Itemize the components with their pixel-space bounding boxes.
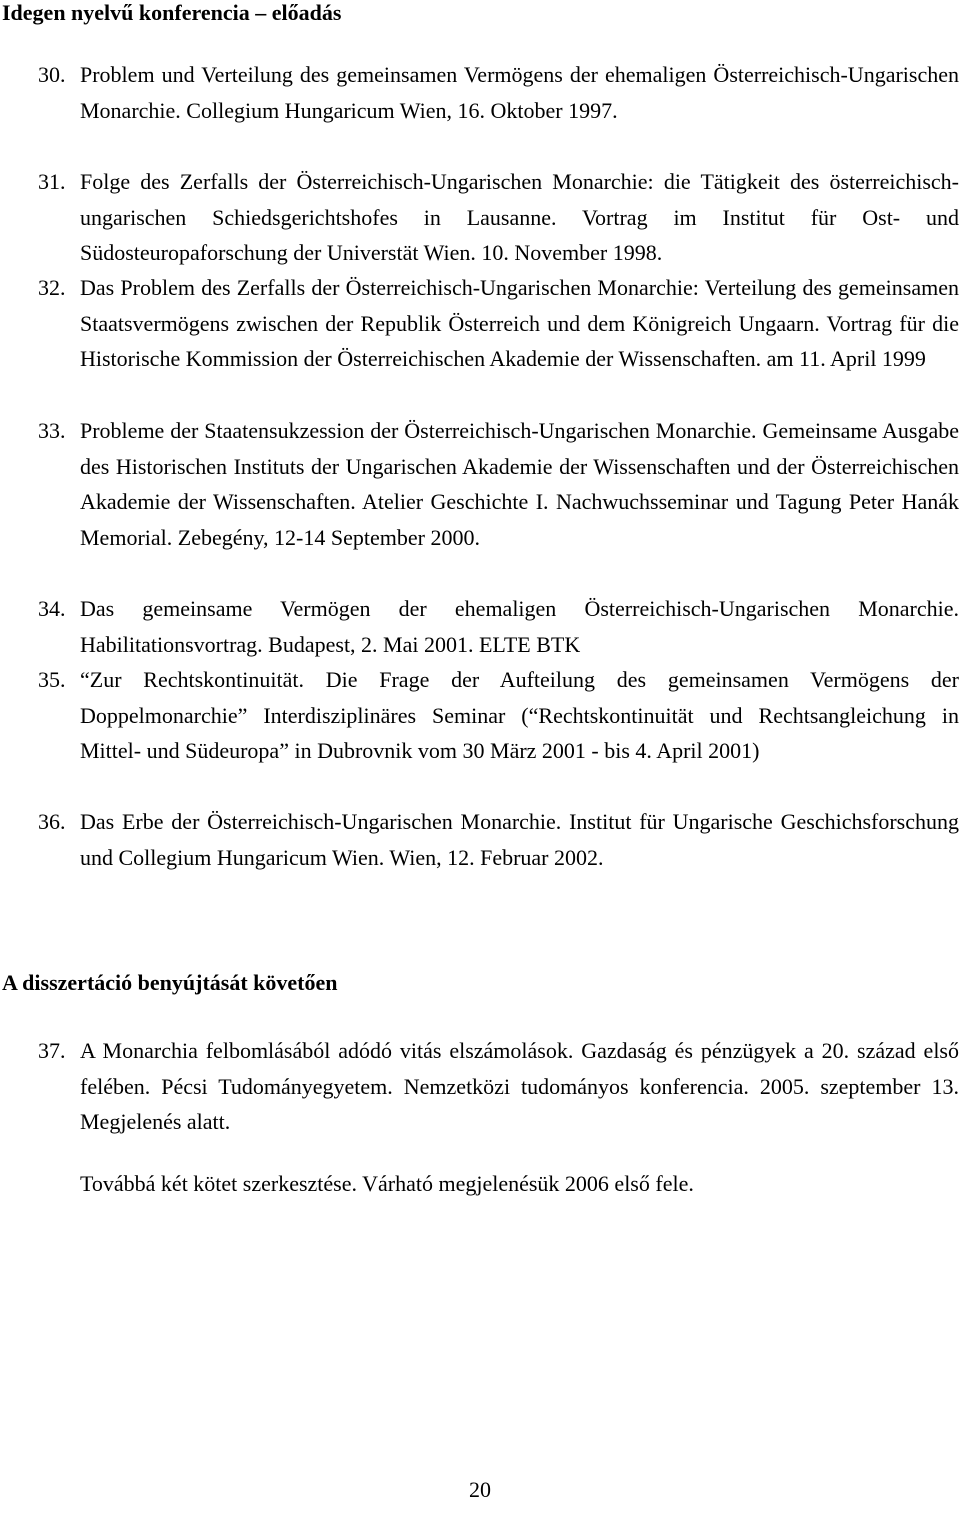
list-item (38, 662, 959, 769)
section-heading-foreign-conferences: Idegen nyelvű konferencia – előadás (2, 0, 342, 25)
item-number: 32. (38, 275, 66, 300)
closing-note: Továbbá két kötet szerkesztése. Várható megjelenésük 2006 első fele. (80, 1171, 694, 1196)
item-number: 37. (38, 1038, 66, 1063)
item-number: 36. (38, 809, 66, 834)
item-text: Das Problem des Zerfalls der Österreichisch-Ungarischen Monarchie: Verteilung des gemeinsamen Staatsvermögens zwischen der Republik Österreich und dem Königreich Ungaarn. Vortrag für die Historische Kommission der Österreichischen Akademie der Wissenschaften. am 11. April 1999 (80, 275, 959, 371)
list-item (38, 413, 959, 555)
item-text: A Monarchia felbomlásából adódó vitás elszámolások. Gazdaság és pénzügyek a 20. század első felében. Pécsi Tudományegyetem. Nemzetközi tudományos konferencia. 2005. szeptember 13. Megjelenés alatt. (80, 1038, 959, 1134)
item-text: Probleme der Staatensukzession der Österreichisch-Ungarischen Monarchie. Gemeinsame Ausgabe des Historischen Instituts der Ungarischen Akademie der Wissenschaften und der Österreichischen Akademie der Wissenschaften. Atelier Geschichte I. Nachwuchsseminar und Tagung Peter Hanák Memorial. Zebegény, 12-14 September 2000. (80, 418, 959, 550)
item-number: 30. (38, 62, 66, 87)
item-number: 33. (38, 418, 66, 443)
list-item (38, 804, 959, 875)
item-text: Folge des Zerfalls der Österreichisch-Ungarischen Monarchie: die Tätigkeit des österreichisch-ungarischen Schiedsgerichtshofes in Lausanne. Vortrag im Institut für Ost- und Südosteuropaforschung der Universtät Wien. 10. November 1998. (80, 169, 959, 265)
item-number: 35. (38, 667, 66, 692)
section-heading-after-dissertation: A disszertáció benyújtását követően (2, 970, 338, 995)
item-number: 34. (38, 596, 66, 621)
list-item (38, 270, 959, 377)
list-item (38, 57, 959, 128)
item-text: Das gemeinsame Vermögen der ehemaligen Österreichisch-Ungarischen Monarchie. Habilitationsvortrag. Budapest, 2. Mai 2001. ELTE BTK (80, 596, 959, 657)
item-text: “Zur Rechtskontinuität. Die Frage der Aufteilung des gemeinsamen Vermögens der Doppelmonarchie” Interdisziplinäres Seminar (“Rechtskontinuität und Rechtsangleichung in Mittel- und Südeuropa” in Dubrovnik vom 30 März 2001 - bis 4. April 2001) (80, 667, 959, 763)
item-text: Das Erbe der Österreichisch-Ungarischen Monarchie. Institut für Ungarische Geschichsforschung und Collegium Hungaricum Wien. Wien, 12. Februar 2002. (80, 809, 959, 870)
list-item (38, 164, 959, 271)
list-item (38, 1033, 959, 1140)
list-item (38, 591, 959, 662)
item-number: 31. (38, 169, 66, 194)
page-number: 20 (469, 1477, 491, 1502)
item-text: Problem und Verteilung des gemeinsamen Vermögens der ehemaligen Österreichisch-Ungarischen Monarchie. Collegium Hungaricum Wien, 16. Oktober 1997. (80, 62, 959, 123)
